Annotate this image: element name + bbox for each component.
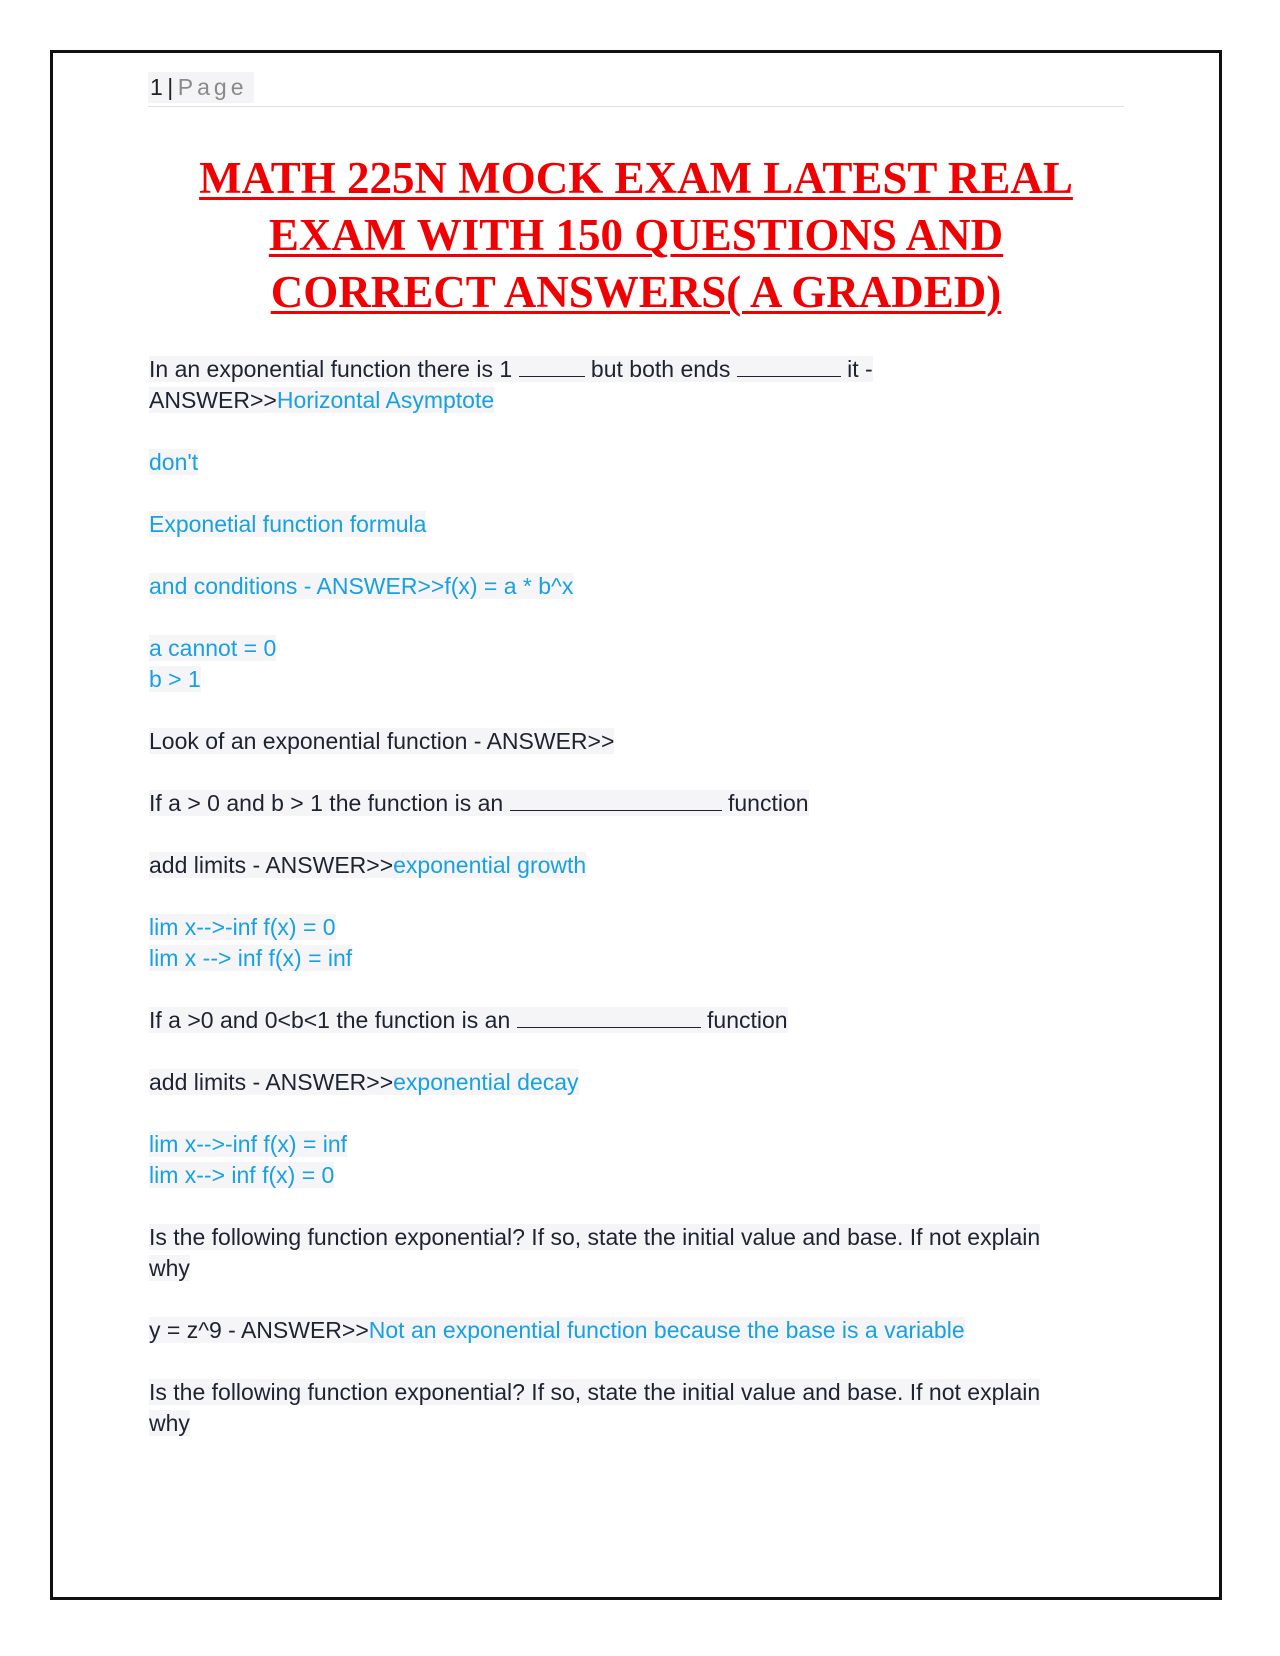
question-fragment: In an exponential function there is 1 (149, 356, 513, 382)
answer-text: a cannot = 0 (149, 635, 277, 661)
answer-text: b > 1 (149, 666, 201, 692)
title-line-3: CORRECT ANSWERS( A GRADED) (270, 267, 1002, 317)
title-line-2: EXAM WITH 150 QUESTIONS AND (268, 210, 1004, 260)
page-number-label (148, 72, 254, 103)
answer-text: Exponetial function formula (149, 511, 427, 537)
qa-block-4b (149, 850, 1129, 881)
qa-block-5b (149, 1067, 1129, 1098)
question-fragment: function (727, 790, 809, 816)
question-text: Is the following function exponential? If so, state the initial value and base. If not explain (149, 1379, 1041, 1405)
answer-text: lim x-->-inf f(x) = 0 (149, 914, 336, 940)
question-fragment: If a >0 and 0<b<1 the function is an (149, 1007, 511, 1033)
question-text (149, 1007, 788, 1033)
page-separator: | (167, 74, 174, 100)
question-text: why (149, 1255, 190, 1281)
answer-blank (510, 788, 722, 811)
qa-block-1b (149, 447, 1129, 478)
qa-block-6a (149, 1222, 1129, 1284)
qa-block-7 (149, 1377, 1129, 1439)
answer-line (149, 387, 494, 413)
answer-prefix: add limits - ANSWER>> (149, 852, 394, 878)
title-line-1: MATH 225N MOCK EXAM LATEST REAL (199, 153, 1073, 203)
page-word: Page (177, 74, 248, 100)
answer-text: Horizontal Asymptote (276, 387, 495, 413)
answer-text: exponential decay (393, 1069, 579, 1095)
answer-line (149, 1069, 579, 1095)
qa-block-2b (149, 571, 1129, 602)
qa-block-4a (149, 788, 1129, 819)
answer-prefix: y = z^9 - ANSWER>> (149, 1317, 369, 1343)
answer-text: don't (149, 449, 199, 475)
qa-block-2c (149, 633, 1129, 695)
answer-line (149, 852, 586, 878)
page-header (148, 72, 1124, 107)
answer-blank (737, 354, 841, 377)
answer-blank (517, 1005, 701, 1028)
question-fragment: but both ends (590, 356, 731, 382)
answer-text: lim x--> inf f(x) = 0 (149, 1162, 335, 1188)
question-text (149, 790, 809, 816)
answer-line (149, 1317, 965, 1343)
qa-block-4c (149, 912, 1129, 974)
answer-prefix: add limits - ANSWER>> (149, 1069, 394, 1095)
question-fragment: it - (847, 356, 873, 382)
qa-block-2a (149, 509, 1129, 540)
question-fragment: function (707, 1007, 788, 1033)
qa-block-5a (149, 1005, 1129, 1036)
qa-block-6b (149, 1315, 1129, 1346)
answer-text: exponential growth (393, 852, 587, 878)
question-text: Is the following function exponential? If so, state the initial value and base. If not explain (149, 1224, 1041, 1250)
question-fragment: If a > 0 and b > 1 the function is an (149, 790, 504, 816)
qa-block-3 (149, 726, 1129, 757)
answer-blank (519, 354, 585, 377)
question-text: Look of an exponential function - ANSWER>> (149, 728, 615, 754)
document-title (148, 150, 1124, 321)
question-text (149, 356, 873, 382)
document-body (149, 354, 1129, 1470)
question-text: why (149, 1410, 190, 1436)
answer-text: lim x-->-inf f(x) = inf (149, 1131, 348, 1157)
answer-text: lim x --> inf f(x) = inf (149, 945, 353, 971)
answer-text: Not an exponential function because the base is a variable (368, 1317, 965, 1343)
answer-text: and conditions - ANSWER>>f(x) = a * b^x (149, 573, 574, 599)
answer-prefix: ANSWER>> (149, 387, 277, 413)
qa-block-1 (149, 354, 1129, 416)
page-number: 1 (150, 74, 164, 100)
qa-block-5c (149, 1129, 1129, 1191)
